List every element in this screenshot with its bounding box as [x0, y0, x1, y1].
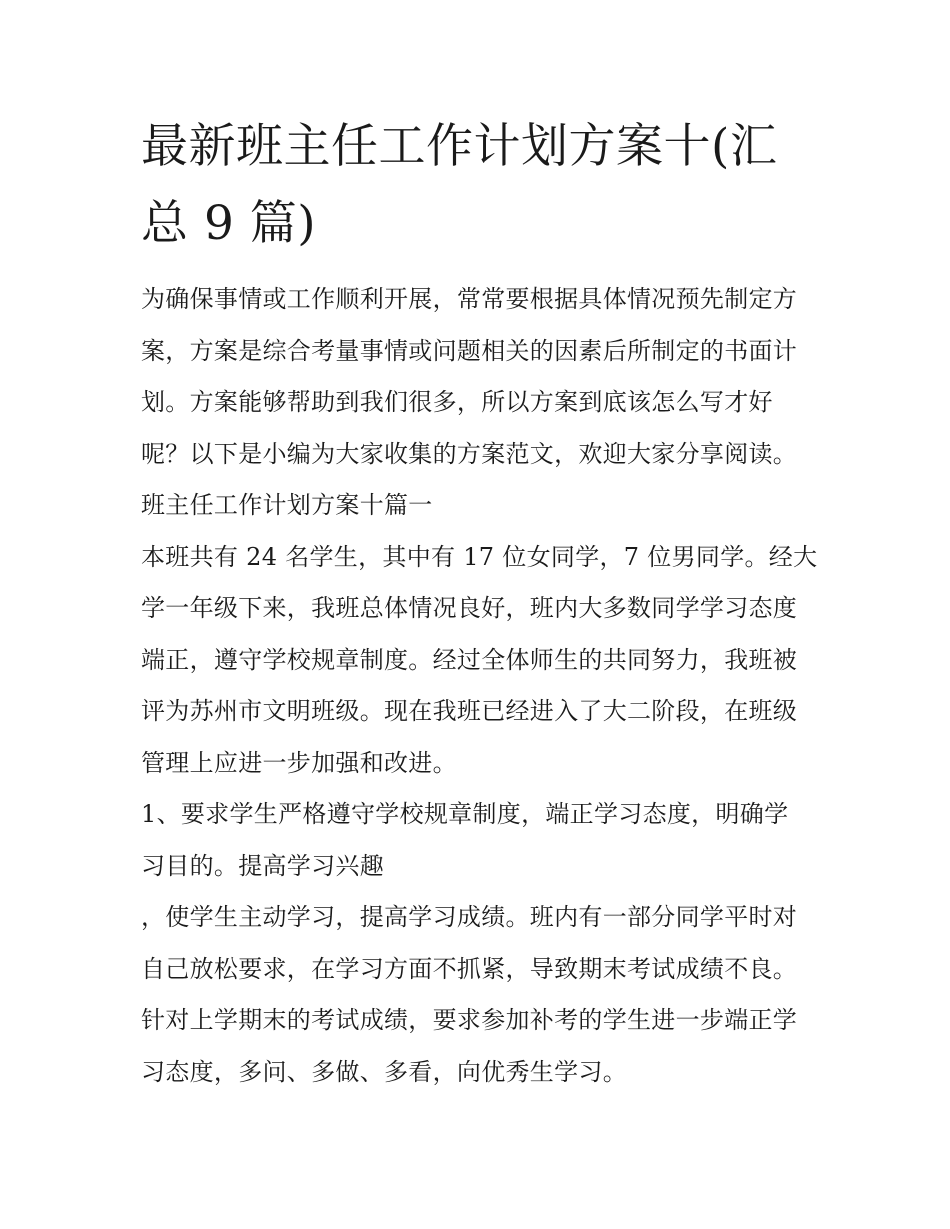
text-line: 针对上学期末的考试成绩，要求参加补考的学生进一步端正学	[141, 1006, 798, 1034]
item-one-paragraph	[141, 789, 821, 892]
text-line: 呢？以下是小编为大家收集的方案范文，欢迎大家分享阅读。	[141, 439, 798, 468]
text-line: 习目的。提高学习兴趣	[141, 851, 384, 880]
text-line: 1、要求学生严格遵守学校规章制度，端正学习态度，明确学	[141, 800, 789, 828]
section-heading	[141, 480, 821, 532]
text-line: 班主任工作计划方案十篇一	[141, 491, 433, 519]
item-one-continuation-paragraph	[141, 892, 821, 1098]
intro-paragraph	[141, 274, 821, 480]
text-line: 端正，遵守学校规章制度。经过全体师生的共同努力，我班被	[141, 645, 798, 674]
document-body	[141, 108, 821, 1098]
text-line: 本班共有 24 名学生，其中有 17 位女同学，7 位男同学。经大	[141, 542, 818, 571]
title-line: 最新班主任工作计划方案十(汇	[141, 119, 778, 174]
text-line: 管理上应进一步加强和改进。	[141, 748, 457, 777]
title-line: 总 9 篇)	[141, 196, 317, 251]
class-overview-paragraph	[141, 532, 821, 790]
text-line: 为确保事情或工作顺利开展，常常要根据具体情况预先制定方	[141, 285, 798, 313]
text-line: 学一年级下来，我班总体情况良好，班内大多数同学学习态度	[141, 594, 798, 622]
text-line: 案，方案是综合考量事情或问题相关的因素后所制定的书面计	[141, 336, 798, 365]
text-line: 自己放松要求，在学习方面不抓紧，导致期末考试成绩不良。	[141, 954, 798, 983]
text-line: 划。方案能够帮助到我们很多，所以方案到底该怎么写才好	[141, 388, 773, 416]
text-line: 评为苏州市文明班级。现在我班已经进入了大二阶段，在班级	[141, 697, 798, 725]
text-line: ，使学生主动学习，提高学习成绩。班内有一部分同学平时对	[141, 903, 798, 931]
document-title	[141, 108, 821, 262]
text-line: 习态度，多问、多做、多看，向优秀生学习。	[141, 1057, 627, 1086]
